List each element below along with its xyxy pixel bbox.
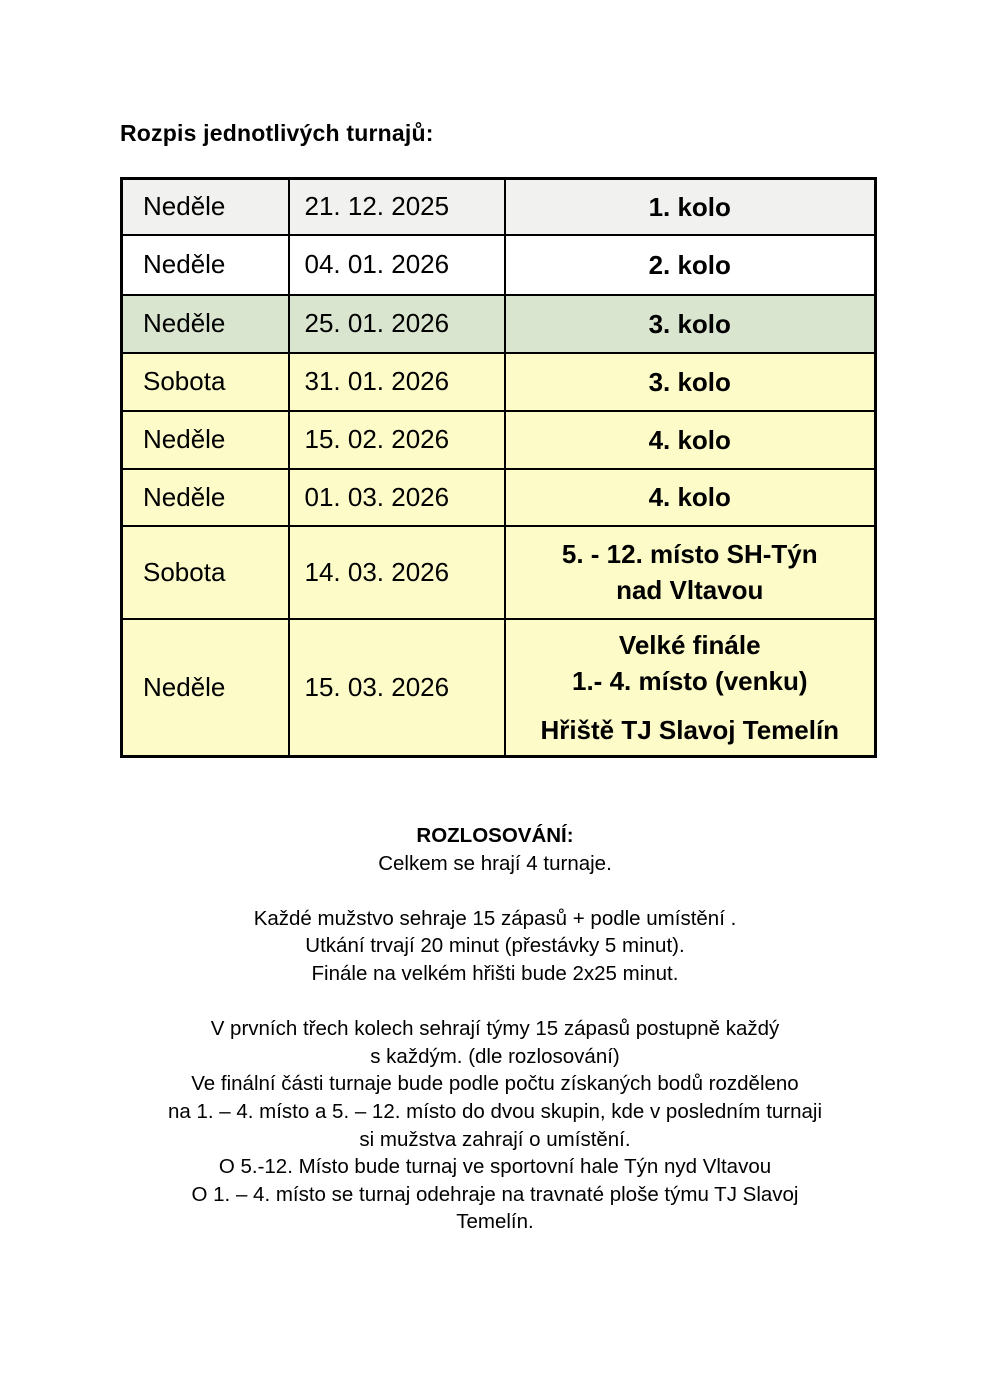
table-row xyxy=(122,353,876,411)
text-line: O 1. – 4. místo se turnaj odehraje na travnaté ploše týmu TJ Slavoj xyxy=(191,1182,799,1206)
text-line: si mužstva zahrají o umístění. xyxy=(359,1127,631,1151)
date-cell: 21. 12. 2025 xyxy=(289,179,505,235)
day-cell: Sobota xyxy=(122,526,289,619)
date-cell: 14. 03. 2026 xyxy=(289,526,505,619)
text-line: s každým. (dle rozlosování) xyxy=(370,1044,620,1068)
event-cell xyxy=(505,353,876,411)
date-cell: 25. 01. 2026 xyxy=(289,295,505,353)
text-line: V prvních třech kolech sehrají týmy 15 zápasů postupně každý xyxy=(210,1017,780,1041)
event-cell xyxy=(505,295,876,353)
rozlosovani-intro-paragraph xyxy=(0,822,990,877)
text-line: Temelín. xyxy=(456,1210,534,1234)
event-line: 4. kolo xyxy=(648,424,731,455)
date-cell: 31. 01. 2026 xyxy=(289,353,505,411)
date-cell: 04. 01. 2026 xyxy=(289,235,505,295)
day-cell: Neděle xyxy=(122,235,289,295)
day-cell: Neděle xyxy=(122,411,289,469)
day-cell: Neděle xyxy=(122,619,289,757)
event-line: 1.- 4. místo (venku) xyxy=(572,665,808,696)
day-cell: Sobota xyxy=(122,353,289,411)
text-line: Finále na velkém hřišti bude 2x25 minut. xyxy=(311,961,679,985)
rozlosovani-paragraph xyxy=(0,1015,990,1236)
event-cell xyxy=(505,526,876,619)
event-line: nad Vltavou xyxy=(616,575,764,605)
text-line: O 5.-12. Místo bude turnaj ve sportovní hale Týn nyd Vltavou xyxy=(218,1155,772,1179)
table-row xyxy=(122,469,876,526)
day-cell: Neděle xyxy=(122,469,289,526)
text-line: na 1. – 4. místo a 5. – 12. místo do dvou skupin, kde v posledním turnaji xyxy=(167,1099,823,1123)
table-row xyxy=(122,295,876,353)
event-line: 3. kolo xyxy=(648,308,731,339)
event-line: 5. - 12. místo SH-Týn xyxy=(561,539,818,569)
rozlosovani-heading: ROZLOSOVÁNÍ: xyxy=(416,824,574,847)
rozlosovani-paragraph xyxy=(0,905,990,988)
rozlosovani-section xyxy=(0,822,990,1236)
event-line: 2. kolo xyxy=(648,249,731,280)
date-cell: 15. 02. 2026 xyxy=(289,411,505,469)
event-cell xyxy=(505,411,876,469)
day-cell: Neděle xyxy=(122,295,289,353)
page-title: Rozpis jednotlivých turnajů: xyxy=(120,120,434,146)
event-line: 4. kolo xyxy=(648,482,731,512)
table-row xyxy=(122,411,876,469)
event-cell xyxy=(505,235,876,295)
text-line: Utkání trvají 20 minut (přestávky 5 minut). xyxy=(305,934,685,958)
table-row xyxy=(122,619,876,757)
table-row xyxy=(122,179,876,235)
event-line: Velké finále xyxy=(618,629,761,660)
event-line: 3. kolo xyxy=(648,366,731,397)
text-line: Každé mužstvo sehraje 15 zápasů + podle umístění . xyxy=(253,906,737,930)
table-row xyxy=(122,235,876,295)
event-line: 1. kolo xyxy=(648,191,731,222)
date-cell: 15. 03. 2026 xyxy=(289,619,505,757)
text-line: Celkem se hrají 4 turnaje. xyxy=(378,851,612,875)
event-cell xyxy=(505,619,876,757)
event-cell xyxy=(505,179,876,235)
table-row xyxy=(122,526,876,619)
tournament-schedule-table xyxy=(120,177,877,758)
event-cell xyxy=(505,469,876,526)
day-cell: Neděle xyxy=(122,179,289,235)
event-line: Hřiště TJ Slavoj Temelín xyxy=(540,714,840,745)
text-line: Ve finální části turnaje bude podle počtu získaných bodů rozděleno xyxy=(191,1072,799,1096)
date-cell: 01. 03. 2026 xyxy=(289,469,505,526)
